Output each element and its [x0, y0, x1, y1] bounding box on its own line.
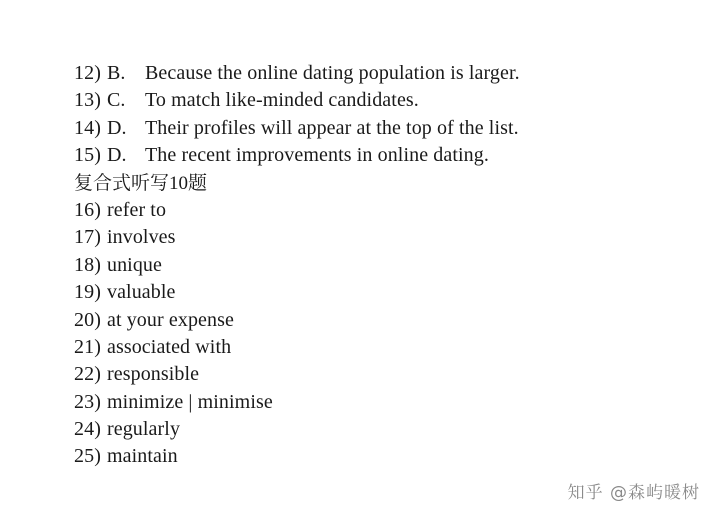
question-number: 13)	[74, 89, 101, 112]
answer-text: associated with	[106, 335, 232, 358]
answer-text: responsible	[106, 363, 200, 386]
answer-text: To match like-minded candidates.	[144, 89, 419, 112]
section-heading: 复合式听写10题	[74, 172, 208, 194]
answer-text: maintain	[106, 445, 178, 468]
fill-answer-20	[74, 307, 674, 334]
mc-answer-14	[74, 115, 674, 142]
question-number: 17)	[74, 226, 101, 249]
question-number: 18)	[74, 253, 101, 276]
mc-answer-12	[74, 60, 674, 87]
answer-option: B.	[106, 62, 126, 84]
fill-answer-19	[74, 279, 674, 306]
answer-text: minimize | minimise	[106, 390, 273, 413]
fill-answer-24	[74, 416, 674, 443]
answer-text: regularly	[106, 418, 181, 441]
question-number: 15)	[74, 144, 101, 167]
question-number: 22)	[74, 363, 101, 386]
mc-answer-15	[74, 142, 674, 169]
answer-text: refer to	[106, 198, 167, 221]
answer-option: D.	[106, 116, 127, 139]
mc-answer-13	[74, 87, 674, 114]
question-number: 24)	[74, 418, 101, 441]
answer-option: D.	[106, 144, 127, 167]
fill-answer-23	[74, 389, 674, 416]
question-number: 20)	[74, 308, 101, 331]
question-number: 21)	[74, 335, 101, 358]
fill-answer-17	[74, 224, 674, 251]
question-number: 16)	[74, 198, 101, 221]
fill-answer-22	[74, 361, 674, 388]
answer-text: Because the online dating population is larger.	[144, 62, 520, 84]
question-number: 14)	[74, 116, 101, 139]
answer-text: involves	[106, 226, 176, 249]
question-number: 23)	[74, 390, 101, 413]
answer-option: C.	[106, 89, 126, 112]
fill-answer-16	[74, 197, 674, 224]
answer-text: at your expense	[106, 308, 234, 331]
fill-answer-18	[74, 252, 674, 279]
zhihu-watermark: 知乎 @森屿暖树	[567, 483, 700, 503]
question-number: 19)	[74, 281, 101, 304]
answer-text: Their profiles will appear at the top of the list.	[144, 116, 519, 139]
question-number: 25)	[74, 445, 101, 468]
fill-answer-21	[74, 334, 674, 361]
answer-text: valuable	[106, 281, 176, 304]
answer-key	[74, 60, 674, 471]
answer-text: unique	[106, 253, 163, 276]
question-number: 12)	[74, 62, 101, 84]
fill-answer-25	[74, 443, 674, 470]
answer-text: The recent improvements in online dating.	[144, 144, 489, 167]
